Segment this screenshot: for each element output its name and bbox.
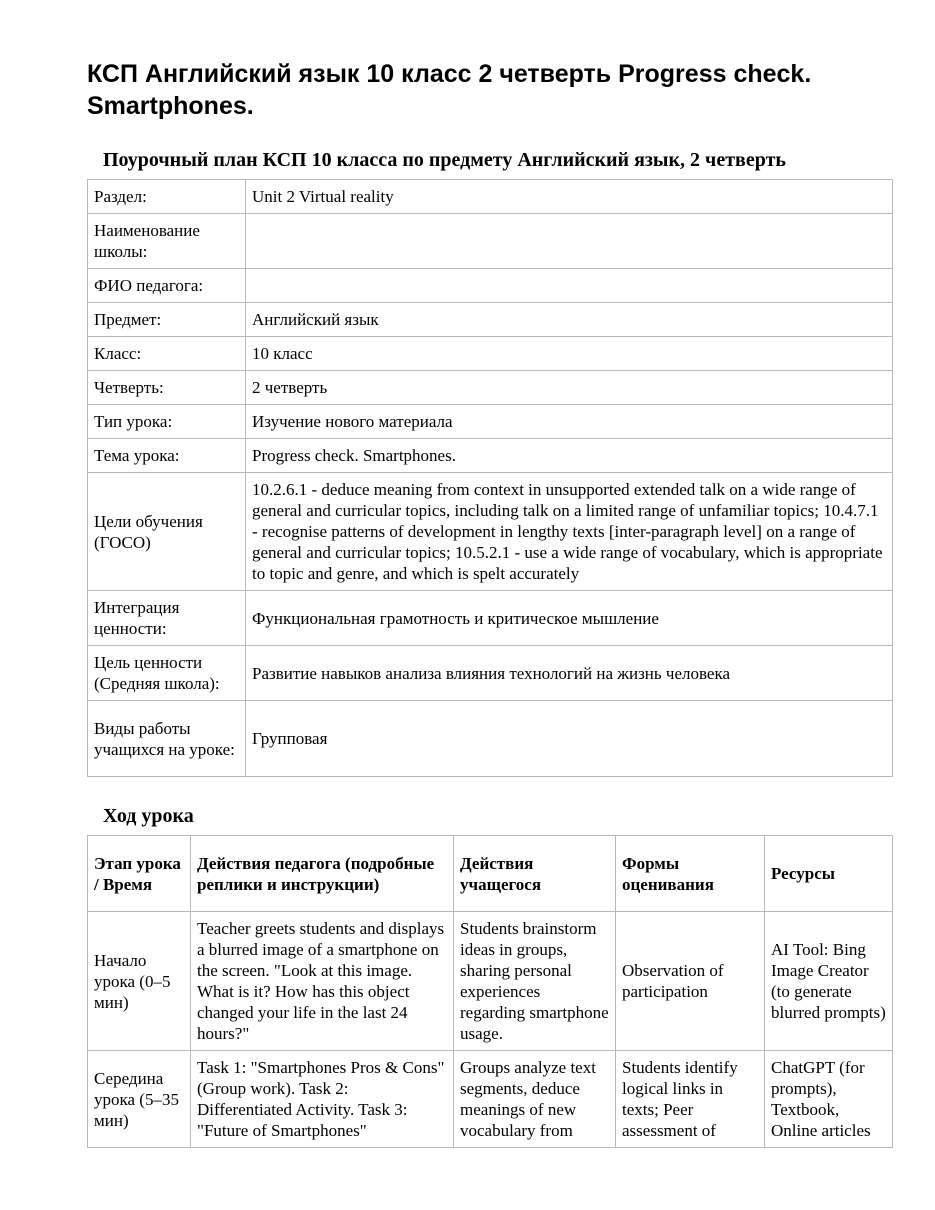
student-actions-cell: Students brainstorm ideas in groups, sharing personal experiences regarding smartphone usage.: [454, 912, 616, 1051]
stage-cell: Начало урока (0–5 мин): [88, 912, 191, 1051]
info-label: Класс:: [88, 337, 246, 371]
info-value: Английский язык: [246, 303, 893, 337]
info-value: Развитие навыков анализа влияния технологий на жизнь человека: [246, 646, 893, 701]
assessment-cell: [616, 1051, 765, 1148]
info-value: [246, 214, 893, 269]
info-row-school: [88, 214, 893, 269]
info-row-learning-objectives: [88, 473, 893, 591]
info-value: 10.2.6.1 - deduce meaning from context in unsupported extended talk on a wide range of general and curricular topics, including talk on a limited range of unfamiliar topics; 10.4.7.1 - recognise patterns of development in lengthy texts [inter-paragraph level] on a range of general and curricular topics; 10.5.2.1 - use a wide range of vocabulary, which is appropriate to topic and genre, and which is spelt accurately: [246, 473, 893, 591]
info-row-section: [88, 180, 893, 214]
info-label: ФИО педагога:: [88, 269, 246, 303]
flow-row-start: [88, 912, 893, 1051]
info-row-work-types: [88, 701, 893, 777]
info-row-lesson-type: [88, 405, 893, 439]
plan-heading: Поурочный план КСП 10 класса по предмету Английский язык, 2 четверть: [103, 149, 786, 171]
student-actions-cell: [454, 1051, 616, 1148]
info-value: Progress check. Smartphones.: [246, 439, 893, 473]
teacher-actions-text: Task 1: "Smartphones Pros & Cons" (Group work). Task 2: Differentiated Activity. Task 3: "Future of Smartphones": [197, 1058, 445, 1140]
stage-cell: [88, 1051, 191, 1148]
assessment-text: Students identify logical links in texts; Peer assessment of: [622, 1058, 738, 1140]
lesson-flow-table: [87, 835, 893, 1148]
info-row-lesson-topic: [88, 439, 893, 473]
header-stage: Этап урока / Время: [88, 836, 191, 912]
info-label: Четверть:: [88, 371, 246, 405]
teacher-actions-cell: Teacher greets students and displays a blurred image of a smartphone on the screen. "Look at this image. What is it? How has this object changed your life in the last 24 hours?": [191, 912, 454, 1051]
header-resources: Ресурсы: [765, 836, 893, 912]
info-label: Тип урока:: [88, 405, 246, 439]
lesson-info-table: [87, 179, 893, 777]
info-label: Тема урока:: [88, 439, 246, 473]
stage-text: Середина урока (5–35 мин): [94, 1068, 179, 1130]
resources-text: ChatGPT (for prompts), Textbook, Online articles: [771, 1058, 871, 1140]
flow-row-middle: [88, 1051, 893, 1148]
info-value: Изучение нового материала: [246, 405, 893, 439]
header-assessment: Формы оценивания: [616, 836, 765, 912]
info-value: Unit 2 Virtual reality: [246, 180, 893, 214]
info-label: Наименование школы:: [88, 214, 246, 269]
resources-cell: [765, 1051, 893, 1148]
info-value: 2 четверть: [246, 371, 893, 405]
info-row-teacher: [88, 269, 893, 303]
info-label: Виды работы учащихся на уроке:: [88, 701, 246, 777]
resources-cell: AI Tool: Bing Image Creator (to generate blurred prompts): [765, 912, 893, 1051]
info-value: Функциональная грамотность и критическое мышление: [246, 591, 893, 646]
info-row-subject: [88, 303, 893, 337]
info-row-grade: [88, 337, 893, 371]
info-row-quarter: [88, 371, 893, 405]
assessment-cell: Observation of participation: [616, 912, 765, 1051]
info-label: Раздел:: [88, 180, 246, 214]
info-label: Предмет:: [88, 303, 246, 337]
document-title: КСП Английский язык 10 класс 2 четверть Progress check. Smartphones.: [87, 60, 812, 120]
info-label: Цели обучения (ГОСО): [88, 473, 246, 591]
header-student-actions: Действия учащегося: [454, 836, 616, 912]
header-teacher-actions: Действия педагога (подробные реплики и инструкции): [191, 836, 454, 912]
info-value: [246, 269, 893, 303]
flow-header-row: [88, 836, 893, 912]
student-actions-text: Groups analyze text segments, deduce meanings of new vocabulary from: [460, 1058, 596, 1140]
teacher-actions-cell: [191, 1051, 454, 1148]
info-row-value-goal: [88, 646, 893, 701]
info-label: Цель ценности (Средняя школа):: [88, 646, 246, 701]
info-value: 10 класс: [246, 337, 893, 371]
info-row-value-integration: [88, 591, 893, 646]
lesson-flow-heading: Ход урока: [103, 805, 194, 827]
info-label: Интеграция ценности:: [88, 591, 246, 646]
info-value: Групповая: [246, 701, 893, 777]
